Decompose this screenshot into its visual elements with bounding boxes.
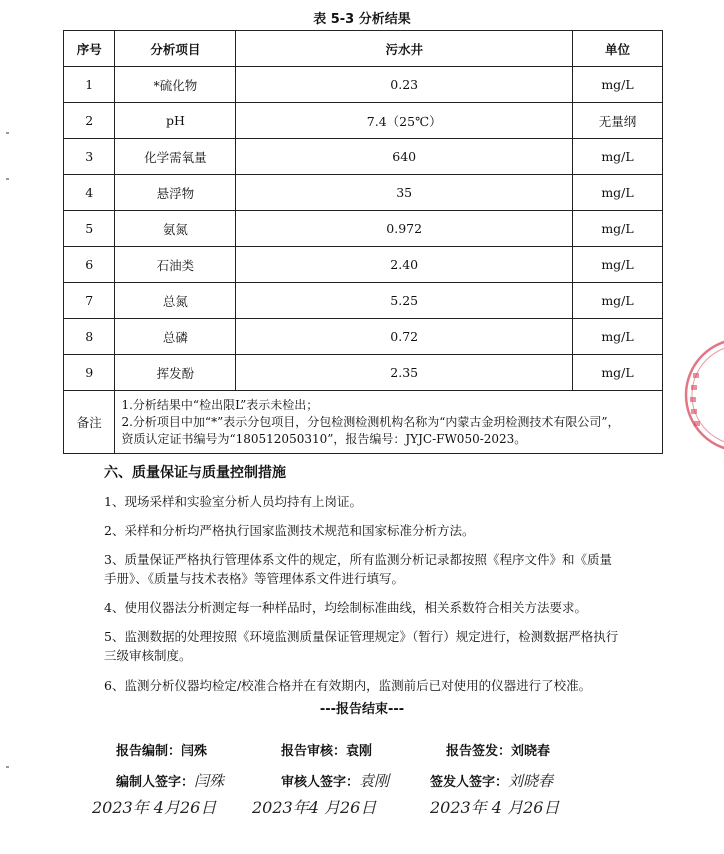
row-value: 640 [236, 139, 573, 175]
qa-item: 3、质量保证严格执行管理体系文件的规定，所有监测分析记录都按照《程序文件》和《质量手册》、《质量与技术表格》等管理体系文件进行填写。 [104, 552, 612, 586]
note-line: 资质认定证书编号为“180512050310”，报告编号：JYJC-FW050-2023。 [121, 431, 527, 446]
row-unit: mg/L [573, 355, 663, 391]
table-row [64, 211, 663, 247]
row-item: 总氮 [115, 283, 236, 319]
table-row [64, 355, 663, 391]
notes-row [64, 391, 663, 454]
reviewed-signature: 袁刚 [359, 772, 390, 790]
scan-speck [6, 132, 9, 134]
issued-date: 2023年 4 月26日 [430, 798, 560, 817]
qa-item: 4、使用仪器法分析测定每一种样品时，均绘制标准曲线，相关系数符合相关方法要求。 [104, 600, 587, 615]
row-item: pH [115, 103, 236, 139]
reviewed-by: 报告审核：袁刚 [281, 744, 373, 759]
header-item: 分析项目 [115, 31, 236, 67]
table-row [64, 319, 663, 355]
row-unit: mg/L [573, 139, 663, 175]
notes-cell [115, 391, 663, 454]
row-item: 悬浮物 [115, 175, 236, 211]
row-unit: mg/L [573, 283, 663, 319]
row-value: 35 [236, 175, 573, 211]
row-no: 6 [64, 247, 115, 283]
row-no: 2 [64, 103, 115, 139]
row-unit: mg/L [573, 175, 663, 211]
note-line: 1.分析结果中“检出限L”表示未检出； [121, 397, 319, 412]
row-no: 9 [64, 355, 115, 391]
row-value: 2.35 [236, 355, 573, 391]
note-line: 2.分析项目中加“*”表示分包项目，分包检测检测机构名称为“内蒙古金玥检测技术有限公司”， [121, 414, 620, 429]
qa-item: 6、监测分析仪器均检定/校准合格并在有效期内，监测前后已对使用的仪器进行了校准。 [104, 678, 592, 693]
reviewed-date: 2023年4 月26日 [252, 798, 377, 817]
prepared-sign-label: 编制人签字： [116, 775, 195, 790]
row-no: 5 [64, 211, 115, 247]
table-row [64, 103, 663, 139]
table-row [64, 175, 663, 211]
row-item: 石油类 [115, 247, 236, 283]
report-end: ---报告结束--- [319, 702, 405, 717]
issued-by: 报告签发：刘晓春 [446, 744, 551, 759]
qa-item: 1、现场采样和实验室分析人员均持有上岗证。 [104, 494, 362, 509]
row-value: 0.23 [236, 67, 573, 103]
row-item: 氨氮 [115, 211, 236, 247]
reviewed-sign-label: 审核人签字： [281, 775, 360, 790]
qa-item: 2、采样和分析均严格执行国家监测技术规范和国家标准分析方法。 [104, 523, 475, 538]
prepared-signature: 闫殊 [194, 772, 225, 790]
row-item: 化学需氧量 [115, 139, 236, 175]
row-value: 2.40 [236, 247, 573, 283]
issued-signature-row [430, 770, 553, 791]
row-value: 0.972 [236, 211, 573, 247]
row-value: 5.25 [236, 283, 573, 319]
row-unit: mg/L [573, 319, 663, 355]
results-table [63, 30, 663, 454]
row-unit: mg/L [573, 67, 663, 103]
row-value: 7.4（25℃） [236, 103, 573, 139]
row-value: 0.72 [236, 319, 573, 355]
row-unit: mg/L [573, 247, 663, 283]
row-item: 总磷 [115, 319, 236, 355]
table-header-row [64, 31, 663, 67]
table-row [64, 283, 663, 319]
row-no: 3 [64, 139, 115, 175]
table-row [64, 247, 663, 283]
scan-speck [6, 178, 9, 180]
reviewed-signature-row [281, 770, 389, 791]
row-item: *硫化物 [115, 67, 236, 103]
row-no: 8 [64, 319, 115, 355]
table-caption: 表 5-3 分析结果 [313, 12, 411, 27]
official-seal-stamp [672, 335, 724, 455]
row-no: 4 [64, 175, 115, 211]
issued-signature: 刘晓春 [508, 772, 554, 790]
header-unit: 单位 [573, 31, 663, 67]
qa-item: 5、监测数据的处理按照《环境监测质量保证管理规定》（暂行）规定进行，检测数据严格执行三级审核制度。 [104, 629, 619, 663]
prepared-signature-row [116, 770, 224, 791]
row-unit: mg/L [573, 211, 663, 247]
table-row [64, 139, 663, 175]
row-unit: 无量纲 [573, 103, 663, 139]
issued-sign-label: 签发人签字： [430, 775, 509, 790]
qa-section-title: 六、质量保证与质量控制措施 [104, 465, 286, 481]
table-row [64, 67, 663, 103]
scan-speck [6, 766, 9, 768]
row-no: 7 [64, 283, 115, 319]
prepared-by: 报告编制：闫殊 [116, 744, 208, 759]
row-item: 挥发酚 [115, 355, 236, 391]
header-value: 污水井 [236, 31, 573, 67]
row-no: 1 [64, 67, 115, 103]
prepared-date: 2023年 4月26日 [92, 798, 217, 817]
notes-label: 备注 [64, 391, 115, 454]
header-no: 序号 [64, 31, 115, 67]
